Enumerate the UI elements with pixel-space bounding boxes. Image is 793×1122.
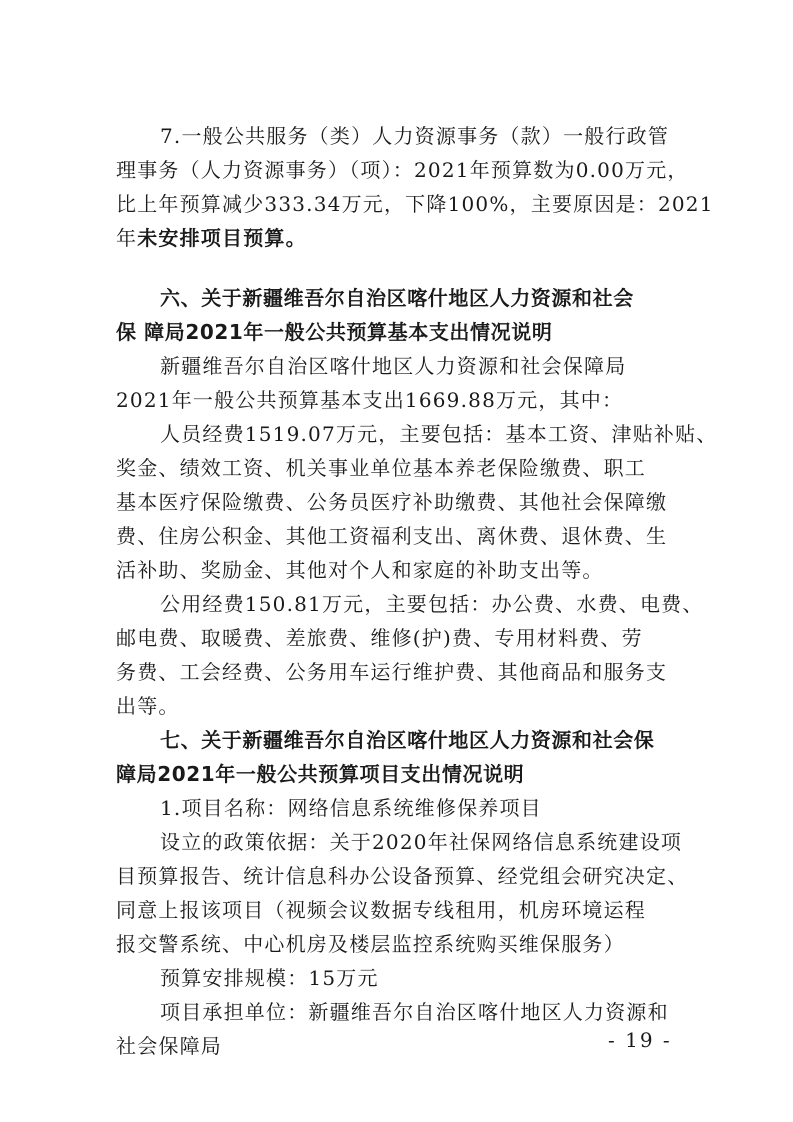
budget-scale: 预算安排规模：15万元 (160, 966, 379, 990)
basis-line-1: 设立的政策依据：关于2020年社保网络信息系统建设项 (160, 830, 683, 854)
section6-intro-line-1: 新疆维吾尔自治区喀什地区人力资源和社会保障局 (160, 354, 627, 378)
section6-heading-line-2: 保 障局2021年一般公共预算基本支出情况说明 (116, 320, 553, 344)
unit-line-2: 社会保障局 (116, 1034, 222, 1058)
item7-line-4 (116, 226, 307, 250)
public-line-4: 出等。 (116, 694, 180, 718)
public-line-1: 公用经费150.81万元，主要包括：办公费、水费、电费、 (160, 592, 704, 616)
section7-heading-line-2: 障局2021年一般公共预算项目支出情况说明 (116, 762, 525, 786)
personnel-line-3: 基本医疗保险缴费、公务员医疗补助缴费、其他社会保障缴 (116, 490, 668, 514)
project-name: 1.项目名称：网络信息系统维修保养项目 (160, 796, 542, 820)
item7-bold-tail: 未安排项目预算。 (137, 226, 307, 250)
personnel-line-5: 活补助、奖励金、其他对个人和家庭的补助支出等。 (116, 558, 604, 582)
unit-line-1: 项目承担单位：新疆维吾尔自治区喀什地区人力资源和 (160, 1000, 669, 1024)
basis-line-4: 报交警系统、中心机房及楼层监控系统购买维保服务） (116, 932, 625, 956)
personnel-line-2: 奖金、绩效工资、机关事业单位基本养老保险缴费、职工 (116, 456, 646, 480)
page-number: - 19 - (608, 1028, 672, 1052)
basis-line-2: 目预算报告、统计信息科办公设备预算、经党组会研究决定、 (116, 864, 689, 888)
item7-line-3: 比上年预算减少333.34万元，下降100%，主要原因是：2021 (116, 192, 714, 216)
item7-line-2: 理事务（人力资源事务）（项）：2021年预算数为0.00万元， (116, 158, 689, 182)
public-line-3: 务费、工会经费、公务用车运行维护费、其他商品和服务支 (116, 660, 668, 684)
section7-heading-line-1: 七、关于新疆维吾尔自治区喀什地区人力资源和社会保 (160, 728, 655, 752)
section6-heading-line-1: 六、关于新疆维吾尔自治区喀什地区人力资源和社会 (160, 286, 634, 310)
public-line-2: 邮电费、取暖费、差旅费、维修(护)费、专用材料费、劳 (116, 626, 643, 650)
section6-intro-line-2: 2021年一般公共预算基本支出1669.88万元，其中： (116, 388, 624, 412)
item7-line-4-text: 年 (116, 226, 138, 250)
basis-line-3: 同意上报该项目（视频会议数据专线租用，机房环境运程 (116, 898, 646, 922)
personnel-line-4: 费、住房公积金、其他工资福利支出、离休费、退休费、生 (116, 524, 668, 548)
personnel-line-1: 人员经费1519.07万元，主要包括：基本工资、津贴补贴、 (160, 422, 718, 446)
item7-line-1: 7.一般公共服务（类）人力资源事务（款）一般行政管 (160, 124, 670, 148)
